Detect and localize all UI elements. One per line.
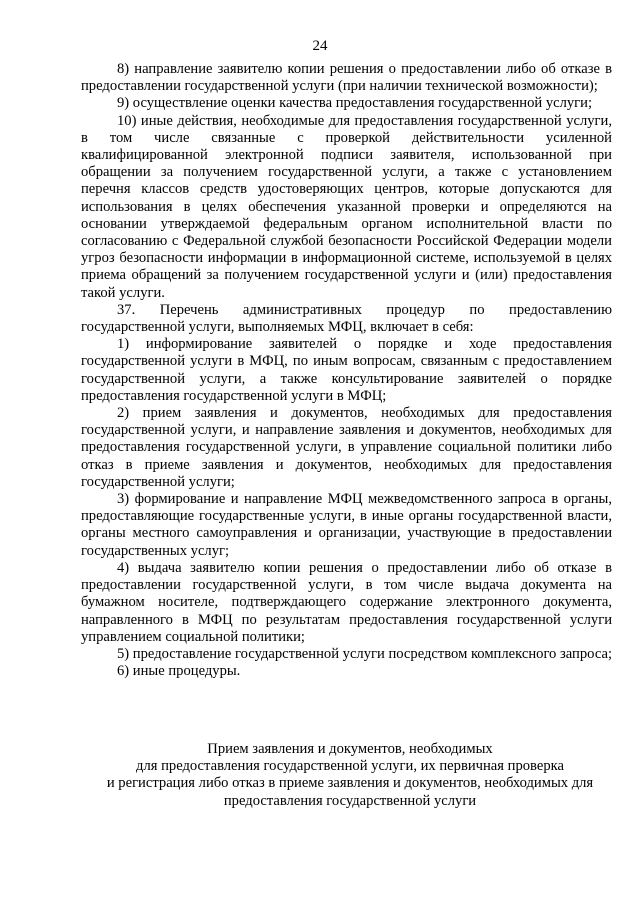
page-number: 24 bbox=[312, 38, 328, 54]
paragraph-item-9: 9) осуществление оценки качества предоставления государственной услуги; bbox=[117, 95, 593, 112]
paragraph-procedure-4: 4) выдача заявителю копии решения о предоставлении либо об отказе в предоставлении государственной услуги, в том числе выдача документа на бумажном носителе, подтверждающего содержание электронного документа, направленного в МФЦ по результатам предоставления государственной услуги управлением социальной политики; bbox=[81, 559, 612, 645]
paragraph-procedure-6: 6) иные процедуры. bbox=[117, 663, 241, 680]
paragraph-procedure-1: 1) информирование заявителей о порядке и ходе предоставления государственной услуги в МФЦ, по иным вопросам, связанным с предоставлением государственной услуги, а также консультирование заявителей о порядке предоставления государственной услуги в МФЦ; bbox=[81, 336, 612, 404]
section-heading-line: и регистрация либо отказ в приеме заявления и документов, необходимых для bbox=[106, 775, 594, 792]
paragraph-procedure-2: 2) прием заявления и документов, необходимых для предоставления государственной услуги, и направление заявления и документов, необходимых для предоставления государственной услуги, в управление социальной политики либо отказ в приеме заявления и документов, необходимых для предоставления государственной услуги; bbox=[81, 405, 612, 490]
section-heading bbox=[60, 741, 640, 810]
section-heading-line: Прием заявления и документов, необходимых bbox=[207, 741, 493, 757]
paragraph-item-8: 8) направление заявителю копии решения о предоставлении либо об отказе в предоставлении государственной услуги (при наличии технической возможности); bbox=[81, 61, 612, 95]
paragraph-clause-37: 37. Перечень административных процедур по предоставлению государственной услуги, выполняемых МФЦ, включает в себя: bbox=[81, 301, 612, 336]
paragraph-item-10: 10) иные действия, необходимые для предоставления государственной услуги, в том числе связанные с проверкой действительности усиленной квалифицированной электронной подписи заявителя, использованной при обращении за получением государственной услуги, а также с установлением перечня классов средств удостоверяющих центров, которые допускаются для использования в целях обеспечения указанной проверки и определяются на основании утверждаемой федеральным органом исполнительной власти по согласованию с Федеральной службой безопасности Российской Федерации модели угроз безопасности информации в информационной системе, используемой в целях приема обращений за получением государственной услуги и (или) предоставления такой услуги. bbox=[81, 112, 612, 301]
paragraph-procedure-5: 5) предоставление государственной услуги посредством комплексного запроса; bbox=[117, 645, 613, 662]
body-text bbox=[81, 61, 612, 680]
section-heading-line: для предоставления государственной услуги, их первичная проверка bbox=[136, 758, 564, 775]
paragraph-procedure-3: 3) формирование и направление МФЦ межведомственного запроса в органы, предоставляющие государственные услуги, в иные органы государственной власти, органы местного самоуправления и организации, участвующие в предоставлении государственных услуг; bbox=[81, 491, 612, 559]
section-heading-line: предоставления государственной услуги bbox=[223, 792, 477, 809]
